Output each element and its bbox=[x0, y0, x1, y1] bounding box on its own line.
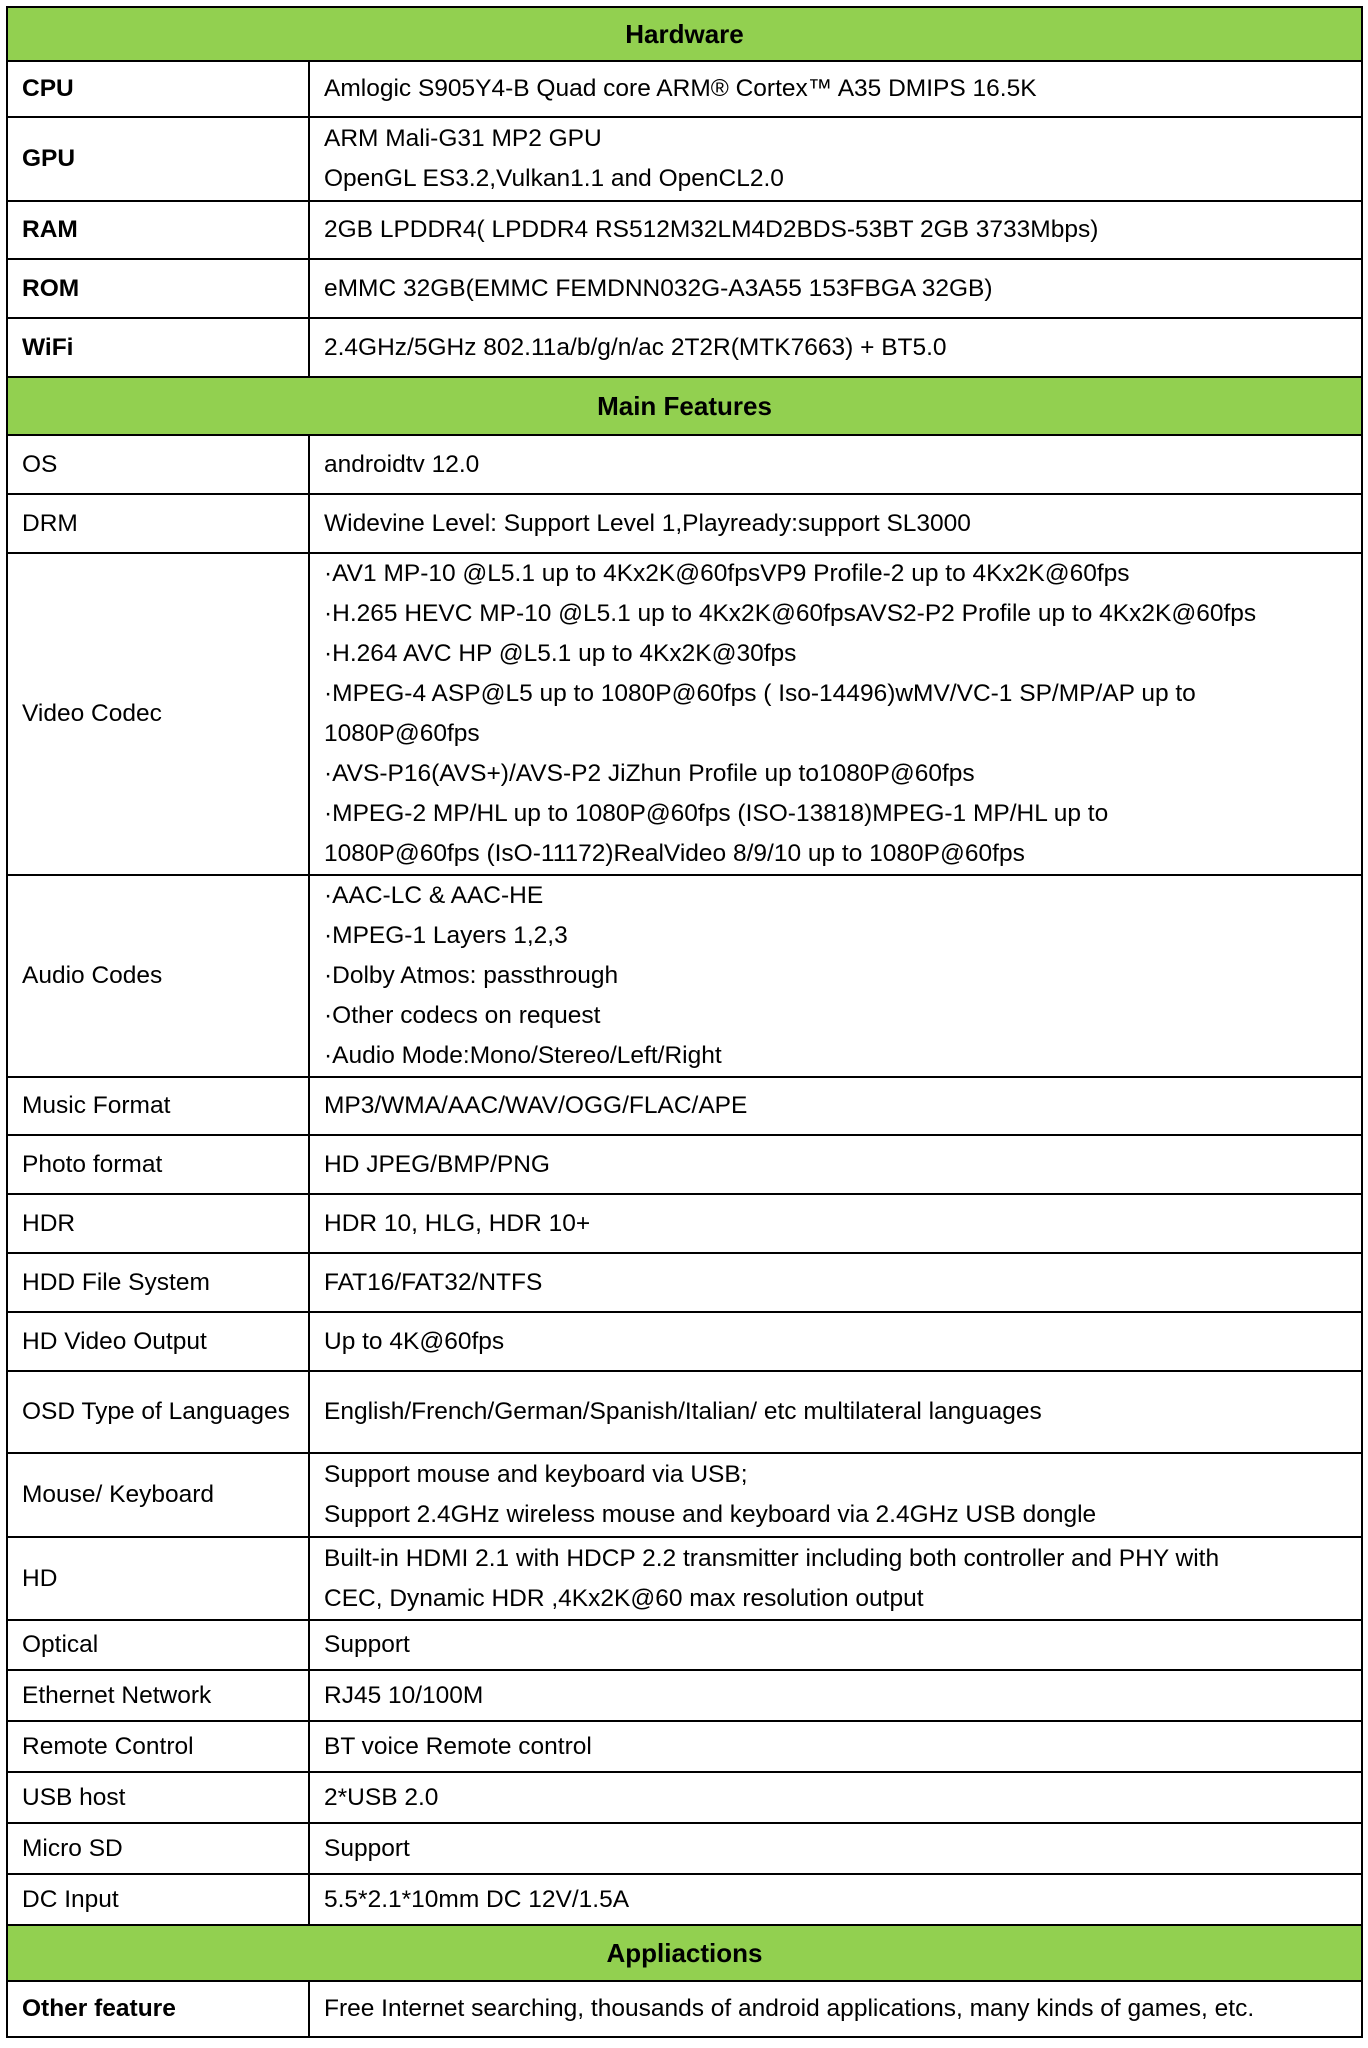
spec-value-line: Free Internet searching, thousands of android applications, many kinds of games, etc. bbox=[324, 1995, 1255, 2022]
spec-value-line: ·AV1 MP-10 @L5.1 up to 4Kx2K@60fpsVP9 Profile-2 up to 4Kx2K@60fps bbox=[324, 560, 1130, 587]
spec-value bbox=[309, 201, 1362, 259]
spec-value bbox=[309, 259, 1362, 318]
spec-label: DC Input bbox=[7, 1874, 309, 1925]
spec-value bbox=[309, 1312, 1362, 1371]
spec-row-hdr bbox=[7, 1194, 1362, 1253]
spec-label: Photo format bbox=[7, 1135, 309, 1194]
spec-value bbox=[309, 1721, 1362, 1772]
spec-row-dc-input bbox=[7, 1874, 1362, 1925]
spec-row-mouse-keyboard bbox=[7, 1453, 1362, 1537]
spec-value-line: RJ45 10/100M bbox=[324, 1681, 484, 1709]
spec-label: OSD Type of Languages bbox=[7, 1371, 309, 1453]
spec-value bbox=[309, 318, 1362, 377]
spec-row-remote-control bbox=[7, 1721, 1362, 1772]
spec-value bbox=[309, 1453, 1362, 1537]
spec-value bbox=[309, 1620, 1362, 1670]
spec-label: Remote Control bbox=[7, 1721, 309, 1772]
spec-value bbox=[309, 61, 1362, 117]
spec-value-line: ·Dolby Atmos: passthrough bbox=[324, 962, 619, 989]
spec-value bbox=[309, 1194, 1362, 1253]
spec-value bbox=[309, 1253, 1362, 1312]
spec-label: Other feature bbox=[7, 1981, 309, 2037]
spec-row-micro-sd bbox=[7, 1823, 1362, 1874]
spec-table-body bbox=[7, 7, 1362, 2037]
spec-label: ROM bbox=[7, 259, 309, 318]
spec-row-hdd-file-system bbox=[7, 1253, 1362, 1312]
section-title-applications: Appliactions bbox=[7, 1925, 1362, 1981]
spec-value bbox=[309, 1981, 1362, 2037]
spec-value bbox=[309, 1874, 1362, 1925]
section-title-main-features: Main Features bbox=[7, 377, 1362, 435]
spec-value-line: BT voice Remote control bbox=[324, 1732, 592, 1760]
spec-value bbox=[309, 1823, 1362, 1874]
spec-value bbox=[309, 435, 1362, 494]
spec-value-line: Support 2.4GHz wireless mouse and keyboard via 2.4GHz USB dongle bbox=[324, 1501, 1097, 1528]
spec-row-usb-host bbox=[7, 1772, 1362, 1823]
spec-value-line: Widevine Level: Support Level 1,Playready:support SL3000 bbox=[324, 509, 971, 537]
spec-value bbox=[309, 875, 1362, 1077]
spec-value bbox=[309, 1077, 1362, 1135]
spec-value-line: Amlogic S905Y4-B Quad core ARM® Cortex™ A35 DMIPS 16.5K bbox=[324, 75, 1037, 102]
spec-row-hd-video-output bbox=[7, 1312, 1362, 1371]
spec-value-line: HD JPEG/BMP/PNG bbox=[324, 1150, 550, 1178]
spec-value-line: eMMC 32GB(EMMC FEMDNN032G-A3A55 153FBGA 32GB) bbox=[324, 274, 993, 302]
spec-value-line: ·Audio Mode:Mono/Stereo/Left/Right bbox=[324, 1042, 722, 1069]
spec-row-ethernet-network bbox=[7, 1670, 1362, 1721]
spec-label: Audio Codes bbox=[7, 875, 309, 1077]
spec-value-line: 2*USB 2.0 bbox=[324, 1783, 439, 1811]
spec-row-os bbox=[7, 435, 1362, 494]
spec-value-line: ·H.265 HEVC MP-10 @L5.1 up to 4Kx2K@60fpsAVS2-P2 Profile up to 4Kx2K@60fps bbox=[324, 600, 1257, 627]
section-header-hardware bbox=[7, 7, 1362, 61]
spec-label: Video Codec bbox=[7, 553, 309, 875]
spec-value bbox=[309, 1371, 1362, 1453]
spec-value-line: ·Other codecs on request bbox=[324, 1002, 601, 1029]
spec-value-line: Built-in HDMI 2.1 with HDCP 2.2 transmitter including both controller and PHY with bbox=[324, 1544, 1220, 1572]
spec-label: DRM bbox=[7, 494, 309, 553]
spec-row-gpu bbox=[7, 117, 1362, 201]
spec-value bbox=[309, 1772, 1362, 1823]
spec-label: Micro SD bbox=[7, 1823, 309, 1874]
spec-value-line: ARM Mali-G31 MP2 GPU bbox=[324, 125, 602, 152]
spec-value-line: Support bbox=[324, 1631, 410, 1658]
spec-row-cpu bbox=[7, 61, 1362, 117]
spec-value bbox=[309, 1135, 1362, 1194]
spec-value-line: MP3/WMA/AAC/WAV/OGG/FLAC/APE bbox=[324, 1092, 748, 1119]
spec-label: Ethernet Network bbox=[7, 1670, 309, 1721]
spec-label: OS bbox=[7, 435, 309, 494]
spec-value-line: ·AVS-P16(AVS+)/AVS-P2 JiZhun Profile up to1080P@60fps bbox=[324, 760, 975, 787]
spec-label: HDD File System bbox=[7, 1253, 309, 1312]
spec-value-line: Support mouse and keyboard via USB; bbox=[324, 1461, 748, 1488]
spec-row-optical bbox=[7, 1620, 1362, 1670]
spec-row-photo-format bbox=[7, 1135, 1362, 1194]
section-title-hardware: Hardware bbox=[7, 7, 1362, 61]
spec-value-line: 1080P@60fps (IsO-11172)RealVideo 8/9/10 up to 1080P@60fps bbox=[324, 840, 1025, 867]
spec-label: Music Format bbox=[7, 1077, 309, 1135]
spec-label: WiFi bbox=[7, 318, 309, 377]
spec-label: CPU bbox=[7, 61, 309, 117]
spec-value-line: 2GB LPDDR4( LPDDR4 RS512M32LM4D2BDS-53BT 2GB 3733Mbps) bbox=[324, 216, 1099, 243]
spec-table bbox=[6, 6, 1363, 2038]
spec-value-line: OpenGL ES3.2,Vulkan1.1 and OpenCL2.0 bbox=[324, 165, 784, 192]
spec-row-music-format bbox=[7, 1077, 1362, 1135]
spec-value bbox=[309, 553, 1362, 875]
spec-value-line: ·MPEG-4 ASP@L5 up to 1080P@60fps ( Iso-14496)wMV/VC-1 SP/MP/AP up to bbox=[324, 680, 1196, 707]
spec-value-line: English/French/German/Spanish/Italian/ etc multilateral languages bbox=[324, 1398, 1042, 1425]
spec-row-wifi bbox=[7, 318, 1362, 377]
spec-value bbox=[309, 117, 1362, 201]
spec-row-video-codec bbox=[7, 553, 1362, 875]
spec-label: Optical bbox=[7, 1620, 309, 1670]
spec-row-rom bbox=[7, 259, 1362, 318]
spec-label: GPU bbox=[7, 117, 309, 201]
spec-label: Mouse/ Keyboard bbox=[7, 1453, 309, 1537]
spec-value-line: FAT16/FAT32/NTFS bbox=[324, 1268, 543, 1296]
spec-value-line: Support bbox=[324, 1834, 410, 1862]
spec-value-line: ·AAC-LC & AAC-HE bbox=[324, 882, 544, 909]
spec-row-osd-languages bbox=[7, 1371, 1362, 1453]
spec-row-hd bbox=[7, 1537, 1362, 1620]
spec-value bbox=[309, 494, 1362, 553]
spec-value-line: ·MPEG-2 MP/HL up to 1080P@60fps (ISO-13818)MPEG-1 MP/HL up to bbox=[324, 800, 1109, 827]
spec-value-line: 2.4GHz/5GHz 802.11a/b/g/n/ac 2T2R(MTK7663) + BT5.0 bbox=[324, 333, 947, 361]
section-header-applications bbox=[7, 1925, 1362, 1981]
spec-value bbox=[309, 1537, 1362, 1620]
spec-label: HD Video Output bbox=[7, 1312, 309, 1371]
spec-value-line: 1080P@60fps bbox=[324, 720, 480, 747]
spec-label: USB host bbox=[7, 1772, 309, 1823]
spec-row-drm bbox=[7, 494, 1362, 553]
spec-value-line: CEC, Dynamic HDR ,4Kx2K@60 max resolution output bbox=[324, 1584, 924, 1612]
spec-label: RAM bbox=[7, 201, 309, 259]
spec-label: HDR bbox=[7, 1194, 309, 1253]
spec-value-line: HDR 10, HLG, HDR 10+ bbox=[324, 1209, 591, 1237]
spec-value-line: Up to 4K@60fps bbox=[324, 1327, 505, 1355]
spec-value-line: ·MPEG-1 Layers 1,2,3 bbox=[324, 922, 568, 949]
section-header-main-features bbox=[7, 377, 1362, 435]
spec-value-line: ·H.264 AVC HP @L5.1 up to 4Kx2K@30fps bbox=[324, 640, 797, 667]
spec-row-other-feature bbox=[7, 1981, 1362, 2037]
spec-row-audio-codes bbox=[7, 875, 1362, 1077]
spec-value bbox=[309, 1670, 1362, 1721]
spec-value-line: androidtv 12.0 bbox=[324, 450, 480, 478]
spec-label: HD bbox=[7, 1537, 309, 1620]
spec-row-ram bbox=[7, 201, 1362, 259]
spec-value-line: 5.5*2.1*10mm DC 12V/1.5A bbox=[324, 1885, 630, 1913]
